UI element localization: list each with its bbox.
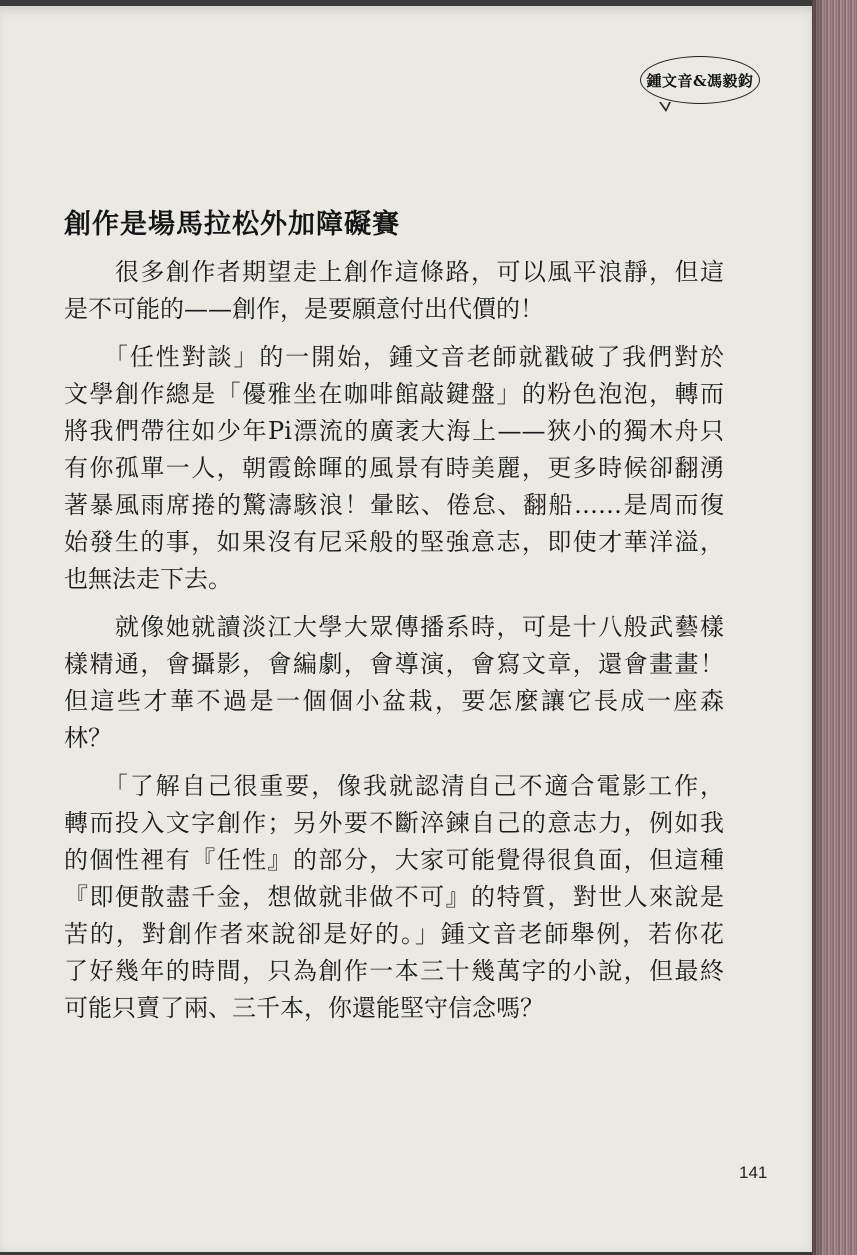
text-line: 著暴風雨席捲的驚濤駭浪！暈眩、倦怠、翻船……是周而復	[64, 491, 724, 519]
text-line: 「任性對談」的一開始，鍾文音老師就戳破了我們對於	[64, 343, 724, 371]
text-line: 林？	[64, 724, 112, 752]
text-line: 有你孤單一人，朝霞餘暉的風景有時美麗，更多時候卻翻湧	[64, 454, 724, 482]
paragraph	[64, 339, 724, 598]
text-line: 『即便散盡千金，想做就非做不可』的特質，對世人來說是	[64, 883, 724, 911]
text-line: 很多創作者期望走上創作這條路，可以風平浪靜，但這	[64, 258, 724, 286]
author-header-bubble	[640, 56, 760, 104]
text-line: 也無法走下去。	[64, 565, 232, 593]
text-line: 將我們帶往如少年Pi漂流的廣袤大海上——狹小的獨木舟只	[64, 417, 724, 445]
text-line: 文學創作總是「優雅坐在咖啡館敲鍵盤」的粉色泡泡，轉而	[64, 380, 724, 408]
text-line: 苦的，對創作者來說卻是好的。」鍾文音老師舉例，若你花	[64, 920, 724, 948]
text-line: 樣精通，會攝影，會編劇，會導演，會寫文章，還會畫畫！	[64, 650, 724, 678]
text-line: 但這些才華不過是一個個小盆栽，要怎麼讓它長成一座森	[64, 687, 724, 715]
paragraph	[64, 609, 724, 757]
text-line: 始發生的事，如果沒有尼采般的堅強意志，即使才華洋溢，	[64, 528, 724, 556]
text-line: 可能只賣了兩、三千本，你還能堅守信念嗎？	[64, 994, 544, 1022]
text-line: 就像她就讀淡江大學大眾傳播系時，可是十八般武藝樣	[64, 613, 724, 641]
text-line: 轉而投入文字創作；另外要不斷淬鍊自己的意志力，例如我	[64, 809, 724, 837]
text-line: 是不可能的——創作，是要願意付出代價的！	[64, 295, 544, 323]
page-stack-edge	[812, 0, 857, 1255]
page-number: 141	[739, 1163, 768, 1182]
paragraph	[64, 768, 724, 1027]
body-text	[64, 254, 724, 1038]
section-title: 創作是場馬拉松外加障礙賽	[64, 209, 400, 240]
paragraph	[64, 254, 724, 328]
header-author-tag: 鍾文音&馮毅鈞	[646, 71, 754, 90]
text-line: 「了解自己很重要，像我就認清自己不適合電影工作，	[64, 772, 724, 800]
text-line: 了好幾年的時間，只為創作一本三十幾萬字的小說，但最終	[64, 957, 724, 985]
text-line: 的個性裡有『任性』的部分，大家可能覺得很負面，但這種	[64, 846, 724, 874]
book-page	[0, 6, 818, 1252]
